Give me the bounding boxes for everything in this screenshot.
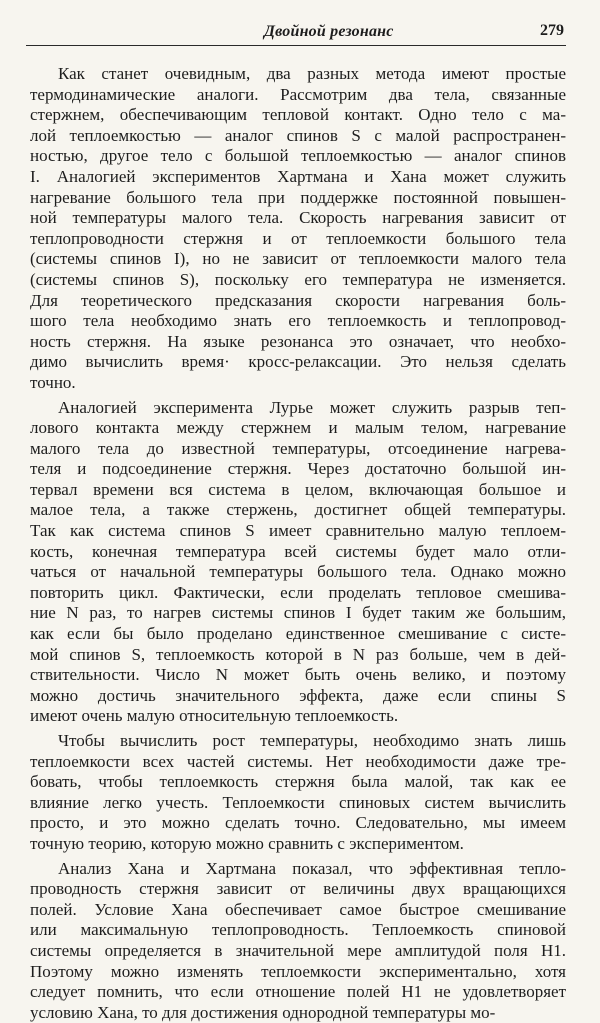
text-line: Как станет очевидным, два разных метода имеют простые — [58, 64, 566, 83]
text-line: теплоемкости всех частей системы. Нет необходимости даже тре- — [30, 751, 566, 771]
text-line: термодинамические аналоги. Рассмотрим два тела, связанные — [30, 84, 566, 104]
text-line: как если бы было проделано единственное смешивание с систе- — [30, 624, 566, 644]
text-line: имеют очень малую относительную теплоемкость. — [30, 706, 399, 726]
text-line: Анализ Хана и Хартмана показал, что эффективная тепло- — [58, 858, 566, 878]
text-line: ствительности. Число N может быть очень велико, и поэтому — [30, 665, 566, 685]
text-line: Для теоретического предсказания скорости нагревания боль- — [30, 290, 566, 310]
text-line: нагревание большого тела при поддержке постоянной повышен- — [30, 187, 566, 207]
text-line: малого тела до известной температуры, отсоединение нагрева- — [30, 438, 566, 458]
text-line: Так как система спинов S имеет сравнительно малую теплоем- — [30, 521, 566, 541]
text-line: Чтобы вычислить рост температуры, необходимо знать лишь — [58, 731, 566, 750]
text-line: (системы спинов S), поскольку его температура не изменяется. — [30, 269, 566, 289]
text-line: стержнем, обеспечивающим тепловой контакт. Одно тело с ма- — [30, 105, 566, 125]
text-line: кость, конечная температура всей системы будет мало отли- — [30, 541, 566, 561]
text-line: повторить цикл. Фактически, если проделать тепловое смешива- — [30, 582, 566, 602]
text-line: Аналогией эксперимента Лурье может служить разрыв теп- — [58, 397, 566, 417]
text-line: бовать, чтобы теплоемкость стержня была малой, так как ее — [30, 772, 566, 792]
paragraph — [30, 398, 566, 728]
text-line: чаться от начальной температуры большого тела. Однако можно — [30, 562, 566, 582]
running-title: Двойной резонанс — [264, 23, 394, 40]
text-line: точную теорию, которую можно сравнить с экспериментом. — [30, 833, 464, 853]
text-line: Поэтому можно изменять теплоемкости экспериментально, хотя — [30, 961, 566, 981]
text-line: (системы спинов I), но не зависит от теплоемкости малого тела — [30, 249, 566, 269]
text-line: шого тела необходимо знать его теплоемкость и теплопровод- — [30, 311, 566, 331]
text-line: проводность стержня зависит от величины двух вращающихся — [30, 879, 566, 899]
page-number: 279 — [540, 22, 564, 39]
text-line: следует помнить, что если отношение полей H1 не удовлетворяет — [30, 982, 566, 1002]
text-line: или максимальную теплопроводность. Теплоемкость спиновой — [30, 920, 566, 940]
text-line: малое тела, а также стержень, достигнет общей температуры. — [30, 500, 566, 520]
text-line: ние N раз, то нагрев системы спинов I будет таким же большим, — [30, 603, 566, 623]
text-line: точно. — [30, 372, 76, 392]
page-header — [26, 21, 566, 45]
text-line: ностью, другое тело с большой теплоемкостью — аналог спинов — [30, 146, 566, 166]
text-line: лой теплоемкостью — аналог спинов S с малой распространен- — [30, 125, 566, 145]
text-line: ной температуры малого тела. Скорость нагревания зависит от — [30, 208, 566, 228]
paragraph — [30, 731, 566, 855]
paragraph — [30, 859, 566, 1023]
text-line: условию Хана, то для достижения однородной температуры мо- — [30, 1002, 496, 1022]
paragraph — [30, 64, 566, 394]
text-line: полей. Условие Хана обеспечивает самое быстрое смешивание — [30, 899, 566, 919]
text-line: димо вычислить время· кросс-релаксации. Это нельзя сделать — [30, 352, 566, 372]
text-line: тервал времени вся система в целом, включающая большое и — [30, 479, 566, 499]
page-body — [30, 64, 566, 1023]
text-line: мой спинов S, теплоемкость которой в N раз больше, чем в дей- — [30, 644, 566, 664]
text-line: ность стержня. На языке резонанса это означает, что необхо- — [30, 331, 566, 351]
text-line: влияние легко учесть. Теплоемкости спиновых систем вычислить — [30, 792, 566, 812]
text-line: системы определяется в значительной мере амплитудой поля H1. — [30, 940, 566, 960]
text-line: можно достичь значительного эффекта, даже если спины S — [30, 685, 566, 705]
text-line: теплопроводности стержня и от теплоемкости большого тела — [30, 228, 566, 248]
text-line: лового контакта между стержнем и малым телом, нагревание — [30, 418, 566, 438]
header-rule — [26, 45, 566, 46]
text-line: I. Аналогией экспериментов Хартмана и Хана может служить — [30, 166, 566, 186]
text-line: просто, и это можно сделать точно. Следовательно, мы имеем — [30, 813, 566, 833]
text-line: теля и подсоединение стержня. Через достаточно большой ин- — [30, 459, 566, 479]
